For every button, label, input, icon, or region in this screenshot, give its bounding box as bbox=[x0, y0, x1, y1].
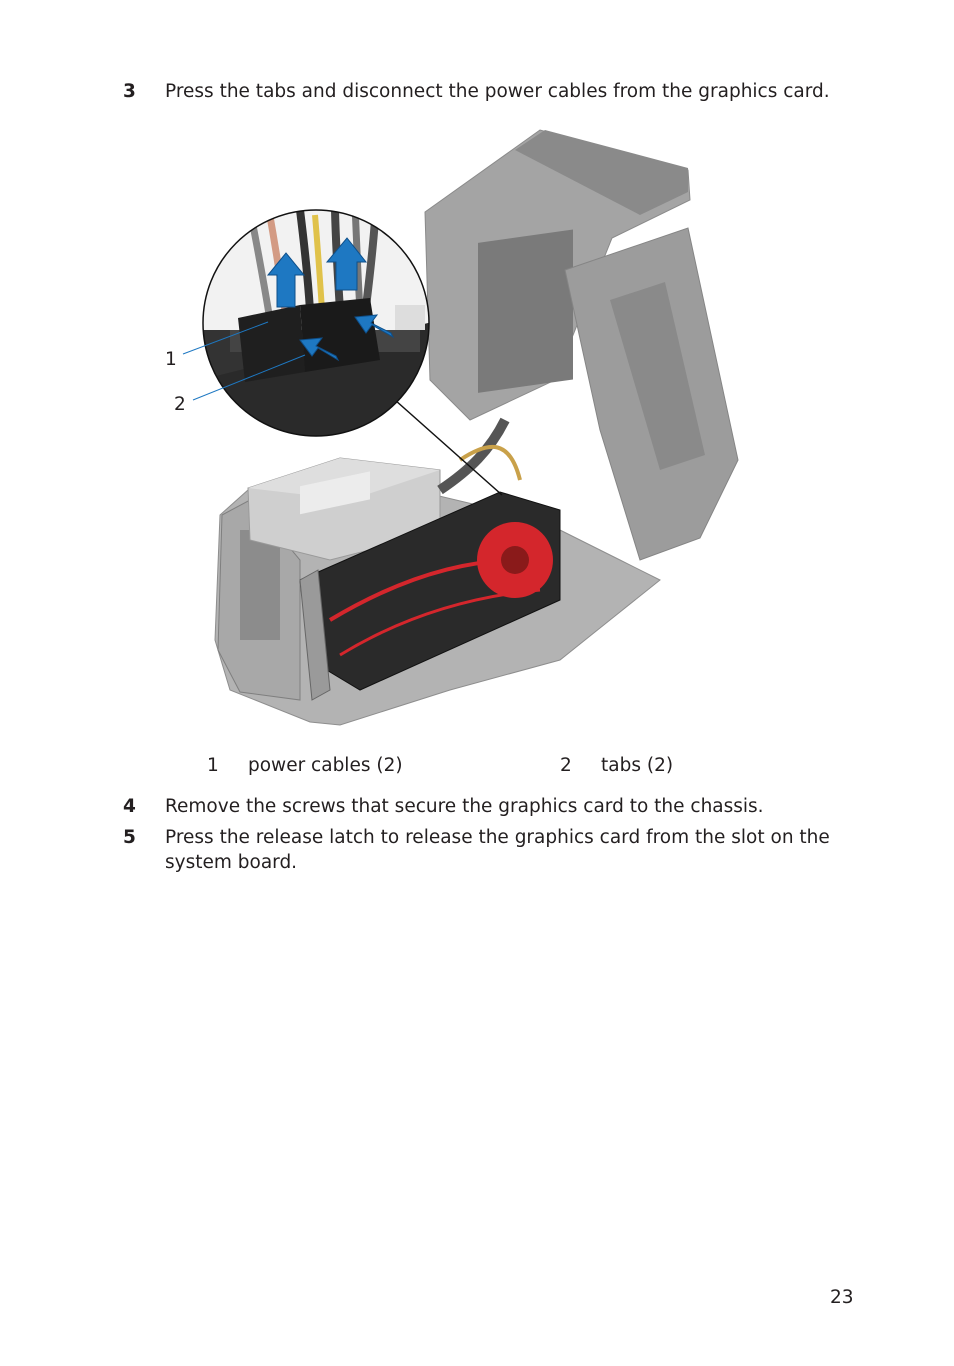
lid-grille bbox=[478, 229, 573, 392]
step-text: Press the release latch to release the graphics card from the slot on the system board. bbox=[165, 827, 830, 873]
legend-number-2: 2 bbox=[560, 755, 572, 776]
step-number: 5 bbox=[123, 827, 136, 848]
callout-number-1: 1 bbox=[165, 349, 177, 370]
callout-number-2: 2 bbox=[174, 394, 186, 415]
legend-label-2: tabs (2) bbox=[601, 755, 674, 776]
step-text: Press the tabs and disconnect the power cables from the graphics card. bbox=[165, 81, 830, 102]
cable-bundle bbox=[440, 420, 505, 490]
page-number: 23 bbox=[830, 1287, 854, 1308]
legend-number-1: 1 bbox=[207, 755, 219, 776]
step-number: 4 bbox=[123, 796, 136, 817]
legend-label-1: power cables (2) bbox=[248, 755, 403, 776]
card-fan-hub bbox=[501, 546, 529, 574]
step-number: 3 bbox=[123, 81, 136, 102]
step-text: Remove the screws that secure the graphics card to the chassis. bbox=[165, 796, 764, 817]
